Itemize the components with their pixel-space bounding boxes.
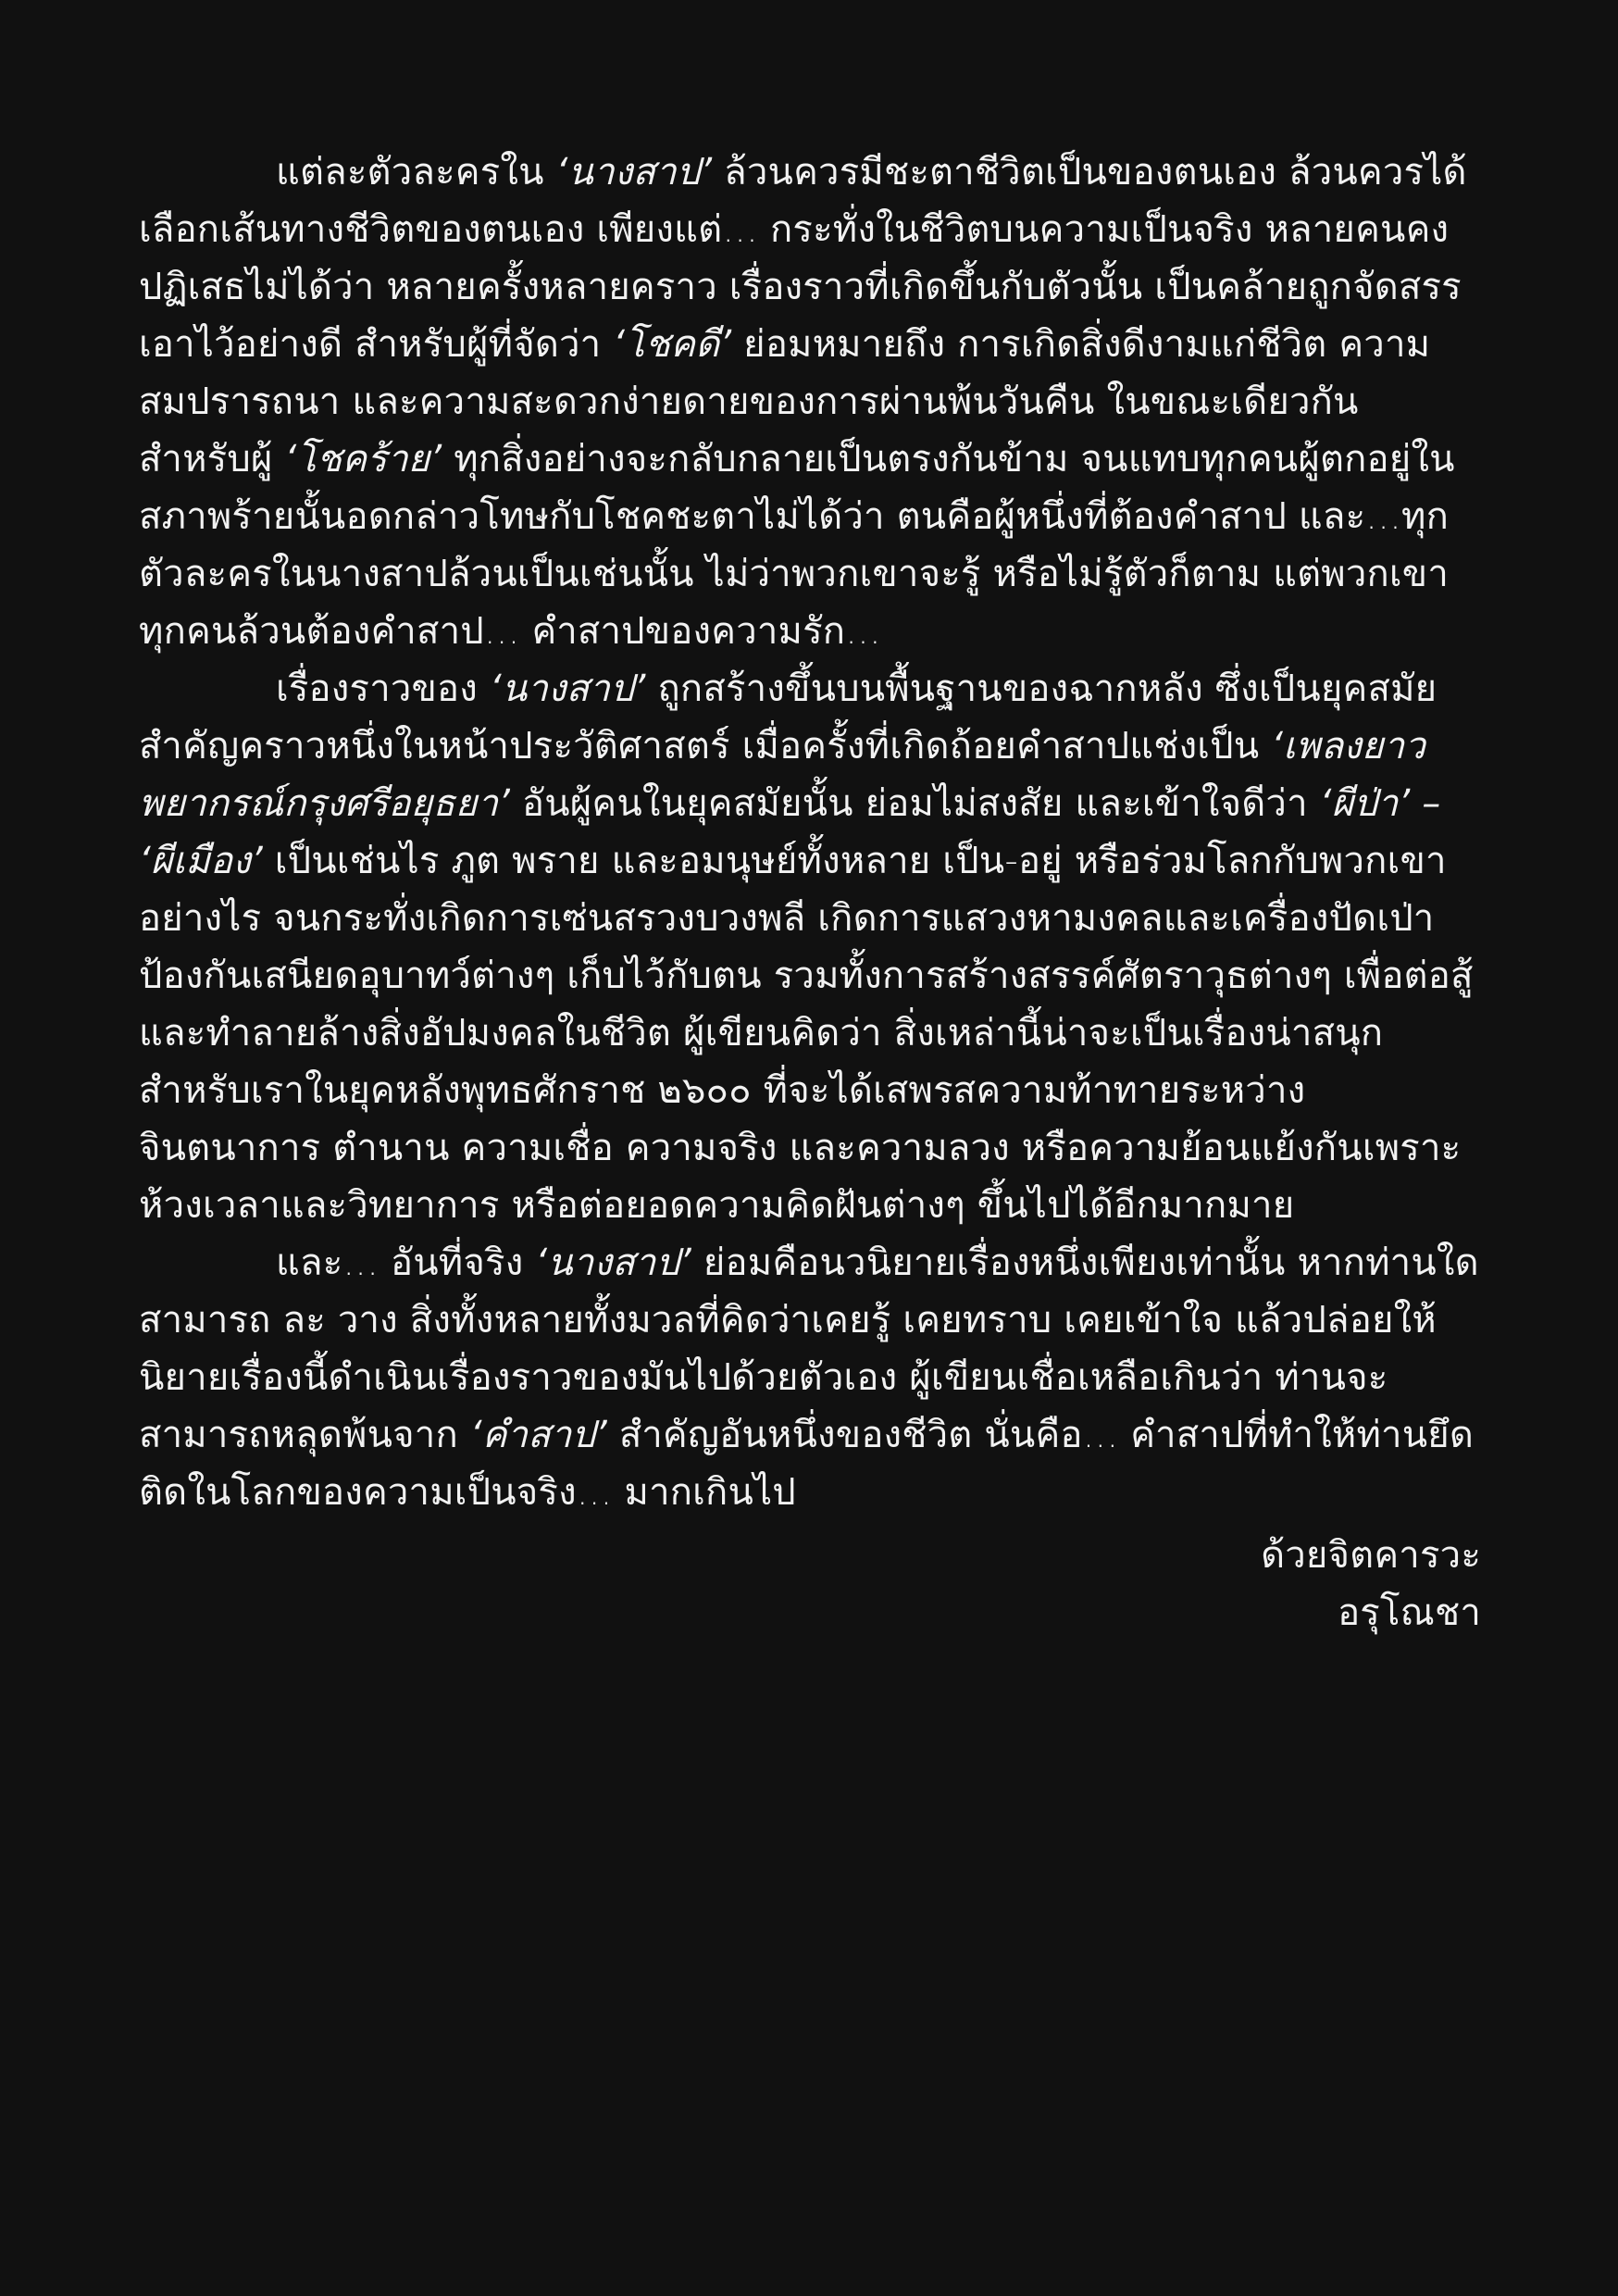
italic-term-segment: ‘คำสาป’ bbox=[469, 1414, 607, 1456]
italic-term-segment: ‘โชคร้าย’ bbox=[284, 438, 442, 480]
italic-term-segment: ‘โชคดี’ bbox=[613, 323, 732, 366]
italic-title-segment: ‘นางสาป’ bbox=[489, 668, 646, 710]
text-segment: และ... อันที่จริง bbox=[276, 1242, 536, 1284]
italic-title-segment: ‘นางสาป’ bbox=[555, 151, 713, 193]
author-name: อรุโณชา bbox=[1338, 1591, 1481, 1634]
text-segment: ย่อมหมายถึง การเกิดสิ่งดีงามแก่ชีวิต ความสมปรารถนา และความสะดวกง่ายดายของการผ่านพ้นวันคืน ในขณะเดียวกัน สำหรับผู้ bbox=[139, 323, 1431, 480]
signature-block bbox=[139, 1527, 1481, 1641]
text-segment: ถูกสร้างขึ้นบนพื้นฐานของฉากหลัง ซึ่งเป็นยุคสมัยสำคัญคราวหนึ่งในหน้าประวัติศาสตร์ เมื่อครั้งที่เกิดถ้อยคำสาปแช่งเป็น bbox=[139, 668, 1438, 767]
text-segment: ทุกสิ่งอย่างจะกลับกลายเป็นตรงกันข้าม จนแทบทุกคนผู้ตกอยู่ในสภาพร้ายนั้นอดกล่าวโทษกับโชคชะตาไม่ได้ว่า ตนคือผู้หนึ่งที่ต้องคำสาป และ...ทุกตัวละครในนางสาปล้วนเป็นเช่นนั้น ไม่ว่าพวกเขาจะรู้ หรือไม่รู้ตัวก็ตาม แต่พวกเขาทุกคนล้วนต้องคำสาป... คำสาปของความรัก... bbox=[139, 438, 1455, 653]
text-segment: ล้วนควรมีชะตาชีวิตเป็นของตนเอง ล้วนควรได้เลือกเส้นทางชีวิตของตนเอง เพียงแต่... กระทั่งในชีวิตบนความเป็นจริง หลายคนคงปฏิเสธไม่ได้ว่า หลายครั้งหลายคราว เรื่องราวที่เกิดขึ้นกับตัวนั้น เป็นคล้ายถูกจัดสรรเอาไว้อย่างดี สำหรับผู้ที่จัดว่า bbox=[139, 151, 1467, 366]
text-segment: เรื่องราวของ bbox=[276, 668, 490, 710]
italic-title-segment: ‘เพลงยาวพยากรณ์กรุงศรีอยุธยา’ bbox=[139, 725, 1425, 825]
paragraph-1 bbox=[139, 144, 1481, 660]
italic-title-segment: ‘นางสาป’ bbox=[535, 1242, 691, 1284]
text-segment: สำคัญอันหนึ่งของชีวิต นั่นคือ... คำสาปที่ทำให้ท่านยึดติดในโลกของความเป็นจริง... มากเกินไป bbox=[139, 1414, 1475, 1514]
preface-page bbox=[139, 144, 1481, 1641]
text-segment: ย่อมคือนวนิยายเรื่องหนึ่งเพียงเท่านั้น หากท่านใดสามารถ ละ วาง สิ่งทั้งหลายทั้งมวลที่คิดว่าเคยรู้ เคยทราบ เคยเข้าใจ แล้วปล่อยให้นิยายเรื่องนี้ดำเนินเรื่องราวของมันไปด้วยตัวเอง ผู้เขียนเชื่อเหลือเกินว่า ท่านจะสามารถหลุดพ้นจาก bbox=[139, 1242, 1479, 1456]
text-segment: เป็นเช่นไร ภูต พราย และอมนุษย์ทั้งหลาย เป็น-อยู่ หรือร่วมโลกกับพวกเขาอย่างไร จนกระทั่งเกิดการเซ่นสรวงบวงพลี เกิดการแสวงหามงคลและเครื่องปัดเป่าป้องกันเสนียดอุบาทว์ต่างๆ เก็บไว้กับตน รวมทั้งการสร้างสรรค์ศัตราวุธต่างๆ เพื่อต่อสู้และทำลายล้างสิ่งอัปมงคลในชีวิต ผู้เขียนคิดว่า สิ่งเหล่านี้น่าจะเป็นเรื่องน่าสนุก สำหรับเราในยุคหลังพุทธศักราช ๒๖๐๐ ที่จะได้เสพรสความท้าทายระหว่างจินตนาการ ตำนาน ความเชื่อ ความจริง และความลวง หรือความย้อนแย้งกันเพราะห้วงเวลาและวิทยาการ หรือต่อยอดความคิดฝันต่างๆ ขึ้นไปได้อีกมากมาย bbox=[139, 840, 1474, 1227]
text-segment: อันผู้คนในยุคสมัยนั้น ย่อมไม่สงสัย และเข้าใจดีว่า bbox=[510, 782, 1320, 825]
paragraph-3 bbox=[139, 1234, 1481, 1521]
paragraph-2 bbox=[139, 660, 1481, 1234]
italic-term-segment: ‘ผีป่า’ – ‘ผีเมือง’ bbox=[139, 782, 1441, 882]
text-segment: แต่ละตัวละครใน bbox=[276, 151, 556, 193]
closing-salutation: ด้วยจิตคารวะ bbox=[1261, 1534, 1481, 1577]
